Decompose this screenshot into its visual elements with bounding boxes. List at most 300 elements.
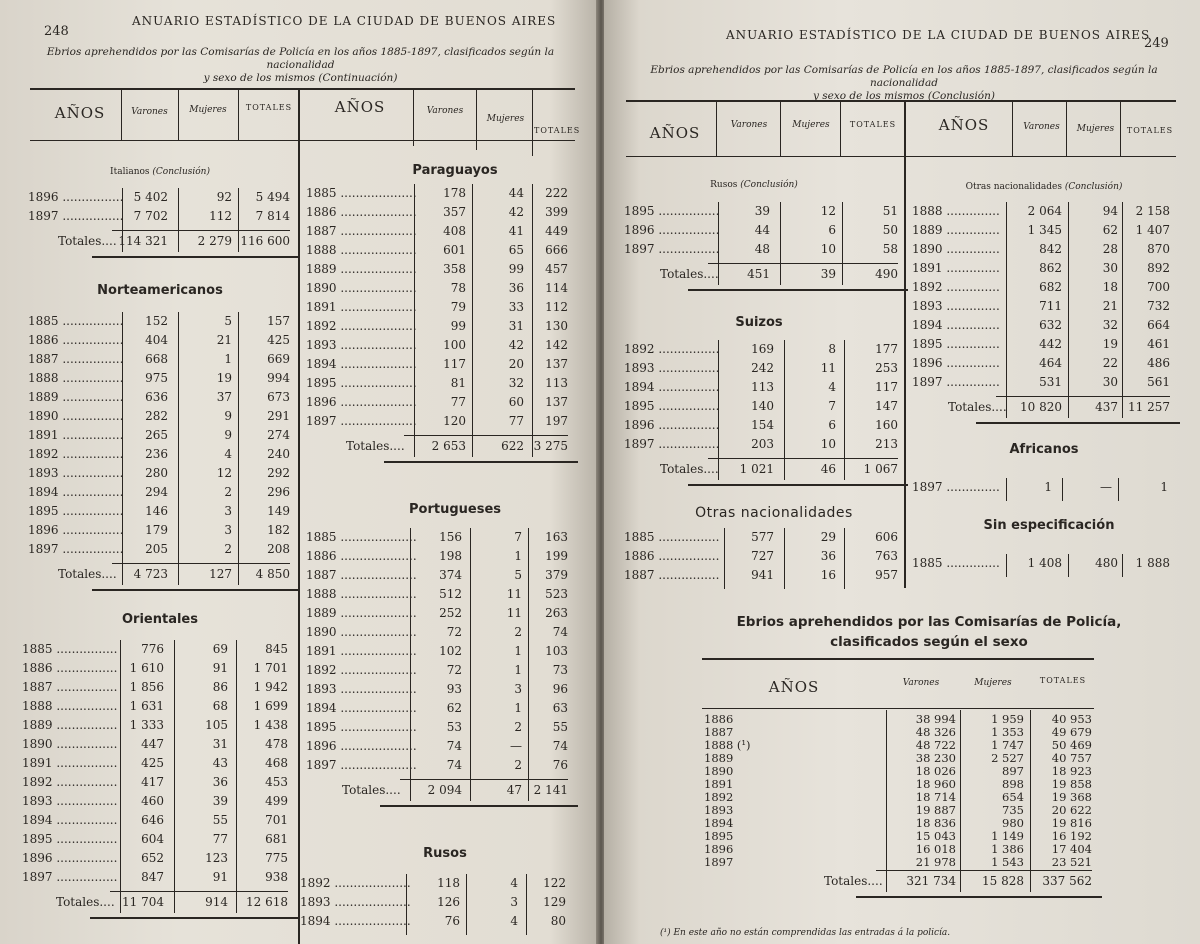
total-cell: 523 — [545, 587, 568, 601]
men-cell: 21 978 — [915, 855, 956, 869]
table-row — [624, 437, 898, 456]
women-cell: 31 — [508, 319, 524, 333]
table-row — [912, 318, 1170, 337]
table-row — [912, 556, 1170, 575]
men-cell: 78 — [450, 281, 466, 295]
year-cell: 1894 .................... — [306, 357, 417, 371]
column-separator — [470, 528, 471, 801]
column-separator — [724, 528, 725, 589]
total-cell: 19 368 — [1051, 790, 1092, 804]
year-cell: 1892 ................ — [624, 342, 720, 356]
women-cell: 5 — [224, 314, 232, 328]
section-note: (Conclusión) — [1064, 182, 1123, 192]
women-cell: 105 — [205, 718, 228, 732]
table-row — [624, 223, 898, 242]
section-name: Rusos — [710, 180, 738, 190]
men-cell: 862 — [1039, 261, 1062, 275]
year-cell: 1897 .................... — [306, 758, 417, 772]
total-cell: 253 — [875, 361, 898, 375]
col-header-totals: TOTALES — [849, 120, 897, 129]
total-cell: 96 — [552, 682, 568, 696]
total-total-cell: 3 275 — [533, 439, 568, 453]
men-cell: 156 — [439, 530, 462, 544]
year-cell: 1893 .................... — [306, 338, 417, 352]
men-cell: 577 — [751, 530, 774, 544]
table-row — [22, 737, 288, 756]
total-women-cell: 47 — [506, 783, 522, 797]
men-cell: 358 — [443, 262, 466, 276]
total-cell: 160 — [875, 418, 898, 432]
men-cell: 447 — [141, 737, 164, 751]
women-cell: 65 — [508, 243, 524, 257]
women-cell: 1 959 — [991, 712, 1024, 726]
women-cell: 39 — [212, 794, 228, 808]
caption-note: (Continuación) — [318, 72, 398, 84]
year-cell: 1889 ................ — [22, 718, 118, 732]
table-row — [912, 204, 1170, 223]
column-separator — [526, 874, 527, 935]
year-cell: 1891 .................... — [306, 644, 417, 658]
total-cell: 1 699 — [253, 699, 288, 713]
total-cell: 1 407 — [1135, 223, 1170, 237]
women-cell: 1 747 — [991, 738, 1024, 752]
table-row — [306, 414, 568, 433]
men-cell: 682 — [1039, 280, 1062, 294]
men-cell: 280 — [145, 466, 168, 480]
men-cell: 1 345 — [1027, 223, 1062, 237]
women-cell: 1 — [514, 644, 522, 658]
year-cell: 1892 .............. — [912, 280, 1000, 294]
table-row — [306, 357, 568, 376]
section-name: Otras nacionalidades — [965, 182, 1062, 192]
table-row — [704, 855, 1092, 874]
men-cell: 18 960 — [915, 777, 956, 791]
men-cell: 776 — [141, 642, 164, 656]
men-cell: 77 — [450, 395, 466, 409]
total-cell: 1 701 — [253, 661, 288, 675]
total-cell: 732 — [1147, 299, 1170, 313]
year-cell: 1894 ................ — [22, 813, 118, 827]
total-total-cell: 2 141 — [533, 783, 568, 797]
women-cell: 33 — [508, 300, 524, 314]
column-separator — [414, 184, 415, 457]
table-row — [28, 314, 290, 333]
total-total-cell: 490 — [875, 267, 898, 281]
men-cell: 294 — [145, 485, 168, 499]
year-cell: 1886 — [704, 712, 734, 726]
year-cell: 1891 — [704, 777, 734, 791]
col-header-women: Mujeres — [486, 114, 525, 124]
year-cell: 1886 ................ — [28, 333, 124, 347]
year-cell: 1894 .............. — [912, 318, 1000, 332]
women-cell: 4 — [510, 876, 518, 890]
table-bottom-rule — [688, 484, 908, 486]
women-cell: 69 — [212, 642, 228, 656]
men-cell: 847 — [141, 870, 164, 884]
table-row — [28, 447, 290, 466]
women-cell: 123 — [205, 851, 228, 865]
year-cell: 1895 ................ — [22, 832, 118, 846]
year-cell: 1892 ................ — [22, 775, 118, 789]
table-row — [22, 794, 288, 813]
column-separator — [120, 640, 121, 913]
men-cell: 668 — [145, 352, 168, 366]
header-top-rule — [626, 100, 1176, 102]
footnote: (¹) En este año no están comprendidas las entradas á la policía. — [660, 928, 951, 938]
summary-title — [704, 612, 1154, 652]
total-cell: 499 — [265, 794, 288, 808]
total-cell: 449 — [545, 224, 568, 238]
year-cell: 1896 .................... — [306, 739, 417, 753]
total-cell: 18 923 — [1051, 764, 1092, 778]
total-cell: 673 — [267, 390, 290, 404]
women-cell: 62 — [1102, 223, 1118, 237]
total-cell: 681 — [265, 832, 288, 846]
year-cell: 1894 ................ — [28, 485, 124, 499]
men-cell: 374 — [439, 568, 462, 582]
men-cell: 464 — [1039, 356, 1062, 370]
year-cell: 1893 .............. — [912, 299, 1000, 313]
total-cell: 461 — [1147, 337, 1170, 351]
col-header-women: Mujeres — [792, 120, 830, 130]
women-cell: 10 — [820, 437, 836, 451]
men-cell: 93 — [446, 682, 462, 696]
column-separator — [1118, 478, 1119, 501]
men-cell: 81 — [450, 376, 466, 390]
women-cell: 86 — [212, 680, 228, 694]
section-title: Rusos — [423, 846, 467, 861]
caption-line-2: y sexo de los mismos — [203, 72, 316, 84]
year-cell: 1893 .................... — [300, 895, 411, 909]
women-cell: 37 — [216, 390, 232, 404]
total-cell: 1 888 — [1135, 556, 1170, 570]
totals-rule — [876, 870, 1092, 871]
col-header-totals: TOTALES — [245, 103, 293, 112]
women-cell: 6 — [828, 418, 836, 432]
year-cell: 1895 ................ — [624, 399, 720, 413]
page-number: 249 — [1144, 36, 1169, 51]
men-cell: 512 — [439, 587, 462, 601]
section-note: (Conclusión) — [740, 180, 798, 190]
totals-rule — [110, 891, 288, 892]
col-header-years: AÑOS — [54, 104, 106, 122]
year-cell: 1892 .................... — [306, 319, 417, 333]
men-cell: 99 — [450, 319, 466, 333]
total-cell: 23 521 — [1051, 855, 1092, 869]
totals-rule — [112, 230, 290, 231]
col-header-men: Varones — [426, 106, 464, 116]
totals-row — [306, 783, 568, 802]
caption-note: (Conclusión) — [927, 90, 995, 102]
year-cell: 1889 ................ — [28, 390, 124, 404]
totals-label: Totales.... — [824, 874, 883, 888]
total-women-cell: 39 — [820, 267, 836, 281]
year-cell: 1892 .................... — [300, 876, 411, 890]
men-cell: 178 — [443, 186, 466, 200]
women-cell: 11 — [506, 587, 522, 601]
women-cell: 1 353 — [991, 725, 1024, 739]
year-cell: 1889 — [704, 751, 734, 765]
women-cell: 21 — [216, 333, 232, 347]
column-separator — [718, 340, 719, 480]
total-cell: 213 — [875, 437, 898, 451]
section-title — [944, 182, 1144, 192]
year-cell: 1886 .................... — [306, 549, 417, 563]
table-row — [912, 223, 1170, 242]
table-row — [306, 300, 568, 319]
year-cell: 1886 ................ — [624, 549, 720, 563]
totals-row — [28, 234, 290, 253]
women-cell: 3 — [514, 682, 522, 696]
table-row — [306, 224, 568, 243]
caption-line-2: y sexo de los mismos — [812, 90, 925, 102]
year-cell: 1894 .................... — [300, 914, 411, 928]
column-separator — [1068, 202, 1069, 418]
women-cell: 94 — [1102, 204, 1118, 218]
women-cell: 3 — [510, 895, 518, 909]
totals-rule — [112, 563, 290, 564]
table-bottom-rule — [976, 422, 1180, 424]
year-cell: 1890 .................... — [306, 625, 417, 639]
year-cell: 1896 .................... — [306, 395, 417, 409]
column-separator — [886, 710, 887, 892]
col-header-men: Varones — [131, 107, 168, 117]
total-cell: 112 — [545, 300, 568, 314]
men-cell: 442 — [1039, 337, 1062, 351]
total-women-cell: 437 — [1095, 400, 1118, 414]
women-cell: 1 — [514, 549, 522, 563]
year-cell: 1891 ................ — [28, 428, 124, 442]
total-men-cell: 4 723 — [133, 567, 168, 581]
year-cell: 1889 .................... — [306, 262, 417, 276]
total-total-cell: 337 562 — [1042, 874, 1092, 888]
col-header-totals: TOTALES — [534, 126, 581, 135]
total-cell: 561 — [1147, 375, 1170, 389]
year-cell: 1895 .................... — [306, 376, 417, 390]
women-cell: 12 — [216, 466, 232, 480]
women-cell: 654 — [1002, 790, 1024, 804]
total-cell: 292 — [267, 466, 290, 480]
total-cell: 700 — [1147, 280, 1170, 294]
women-cell: 99 — [508, 262, 524, 276]
women-cell: 29 — [820, 530, 836, 544]
men-cell: 113 — [751, 380, 774, 394]
total-men-cell: 321 734 — [906, 874, 956, 888]
women-cell: 44 — [508, 186, 524, 200]
total-cell: 114 — [545, 281, 568, 295]
column-separator — [532, 184, 533, 457]
men-cell: 120 — [443, 414, 466, 428]
men-cell: 727 — [751, 549, 774, 563]
women-cell: 8 — [828, 342, 836, 356]
men-cell: 1 — [1044, 480, 1052, 494]
women-cell: 22 — [1102, 356, 1118, 370]
year-cell: 1897 .............. — [912, 480, 1000, 494]
column-separator — [1122, 202, 1123, 418]
women-cell: 28 — [1102, 242, 1118, 256]
col-header-men: Varones — [902, 678, 940, 688]
total-cell: 142 — [545, 338, 568, 352]
men-cell: 15 043 — [915, 829, 956, 843]
total-cell: 149 — [267, 504, 290, 518]
year-cell: 1897 .................... — [306, 414, 417, 428]
table-row — [624, 204, 898, 223]
table-row — [624, 242, 898, 261]
col-header-years: AÑOS — [768, 678, 820, 696]
men-cell: 44 — [754, 223, 770, 237]
table-bottom-rule — [384, 461, 578, 463]
col-header-totals: TOTALES — [1039, 676, 1087, 685]
table-bottom-rule — [92, 589, 300, 591]
table-row — [306, 338, 568, 357]
men-cell: 118 — [437, 876, 460, 890]
header-sep — [780, 100, 781, 156]
women-cell: 68 — [212, 699, 228, 713]
year-cell: 1890 — [704, 764, 734, 778]
total-cell: 1 — [1160, 480, 1168, 494]
men-cell: 152 — [145, 314, 168, 328]
center-divider — [298, 88, 300, 944]
total-cell: 122 — [543, 876, 566, 890]
table-row — [624, 530, 898, 549]
header-sep — [1120, 100, 1121, 156]
totals-label: Totales.... — [660, 462, 719, 476]
year-cell: 1896 ................ — [28, 190, 124, 204]
year-cell: 1885 ................ — [22, 642, 118, 656]
men-cell: 417 — [141, 775, 164, 789]
men-cell: 460 — [141, 794, 164, 808]
table-row — [624, 361, 898, 380]
year-cell: 1897 ................ — [624, 242, 720, 256]
total-cell: 117 — [875, 380, 898, 394]
year-cell: 1887 ................ — [624, 568, 720, 582]
column-separator — [960, 710, 961, 892]
women-cell: 4 — [510, 914, 518, 928]
women-cell: 18 — [1102, 280, 1118, 294]
men-cell: 205 — [145, 542, 168, 556]
total-men-cell: 1 021 — [739, 462, 774, 476]
table-row — [306, 262, 568, 281]
totals-label: Totales.... — [342, 783, 401, 797]
col-header-years: AÑOS — [938, 116, 990, 134]
men-cell: 39 — [754, 204, 770, 218]
totals-row — [704, 874, 1092, 893]
table-row — [624, 380, 898, 399]
men-cell: 282 — [145, 409, 168, 423]
totals-rule — [400, 779, 568, 780]
women-cell: 77 — [212, 832, 228, 846]
year-cell: 1891 .................... — [306, 300, 417, 314]
table-row — [28, 190, 290, 209]
men-cell: 1 408 — [1027, 556, 1062, 570]
year-cell: 1895 ................ — [28, 504, 124, 518]
year-cell: 1892 .................... — [306, 663, 417, 677]
total-cell: 763 — [875, 549, 898, 563]
total-cell: 199 — [545, 549, 568, 563]
year-cell: 1890 ................ — [22, 737, 118, 751]
header-sep — [238, 88, 239, 140]
column-separator — [122, 312, 123, 585]
total-cell: 5 494 — [255, 190, 290, 204]
table-row — [22, 756, 288, 775]
total-cell: 50 — [882, 223, 898, 237]
total-cell: 208 — [267, 542, 290, 556]
women-cell: 41 — [508, 224, 524, 238]
table-row — [306, 395, 568, 414]
year-cell: 1889 .................... — [306, 606, 417, 620]
center-divider — [904, 100, 906, 588]
table-row — [22, 680, 288, 699]
women-cell: 9 — [224, 428, 232, 442]
header-bottom-rule — [626, 156, 1176, 157]
men-cell: 72 — [446, 663, 462, 677]
col-header-years: AÑOS — [334, 98, 386, 116]
women-cell: 112 — [209, 209, 232, 223]
men-cell: 975 — [145, 371, 168, 385]
table-row — [306, 319, 568, 338]
header-sep — [840, 100, 841, 156]
total-cell: 40 953 — [1051, 712, 1092, 726]
year-cell: 1891 ................ — [22, 756, 118, 770]
total-men-cell: 10 820 — [1020, 400, 1062, 414]
total-total-cell: 12 618 — [246, 895, 288, 909]
total-cell: 182 — [267, 523, 290, 537]
table-row — [624, 399, 898, 418]
women-cell: 735 — [1002, 803, 1024, 817]
women-cell: 30 — [1102, 261, 1118, 275]
table-caption — [624, 64, 1184, 103]
women-cell: 77 — [508, 414, 524, 428]
header-sep — [532, 88, 533, 156]
year-cell: 1887 .................... — [306, 568, 417, 582]
year-cell: 1896 ................ — [624, 223, 720, 237]
table-row — [912, 261, 1170, 280]
total-men-cell: 2 653 — [431, 439, 466, 453]
year-cell: 1888 .................... — [306, 243, 417, 257]
table-row — [28, 409, 290, 428]
total-cell: 468 — [265, 756, 288, 770]
women-cell: 4 — [224, 447, 232, 461]
column-separator — [1006, 478, 1007, 501]
women-cell: 1 — [514, 701, 522, 715]
column-separator — [784, 528, 785, 589]
year-cell: 1896 ................ — [624, 418, 720, 432]
total-cell: 55 — [552, 720, 568, 734]
men-cell: 48 722 — [915, 738, 956, 752]
total-women-cell: 622 — [501, 439, 524, 453]
women-cell: 60 — [508, 395, 524, 409]
totals-rule — [708, 263, 898, 264]
men-cell: 198 — [439, 549, 462, 563]
totals-label: Totales.... — [56, 895, 115, 909]
year-cell: 1895 ................ — [624, 204, 720, 218]
women-cell: 11 — [506, 606, 522, 620]
total-cell: 453 — [265, 775, 288, 789]
totals-row — [624, 267, 898, 286]
year-cell: 1890 .................... — [306, 281, 417, 295]
column-separator — [784, 340, 785, 480]
men-cell: 636 — [145, 390, 168, 404]
year-cell: 1893 — [704, 803, 734, 817]
table-row — [22, 661, 288, 680]
table-row — [912, 480, 1168, 499]
women-cell: 16 — [820, 568, 836, 582]
year-cell: 1890 ................ — [28, 409, 124, 423]
women-cell: 55 — [212, 813, 228, 827]
year-cell: 1894 ................ — [624, 380, 720, 394]
men-cell: 357 — [443, 205, 466, 219]
table-row — [28, 333, 290, 352]
